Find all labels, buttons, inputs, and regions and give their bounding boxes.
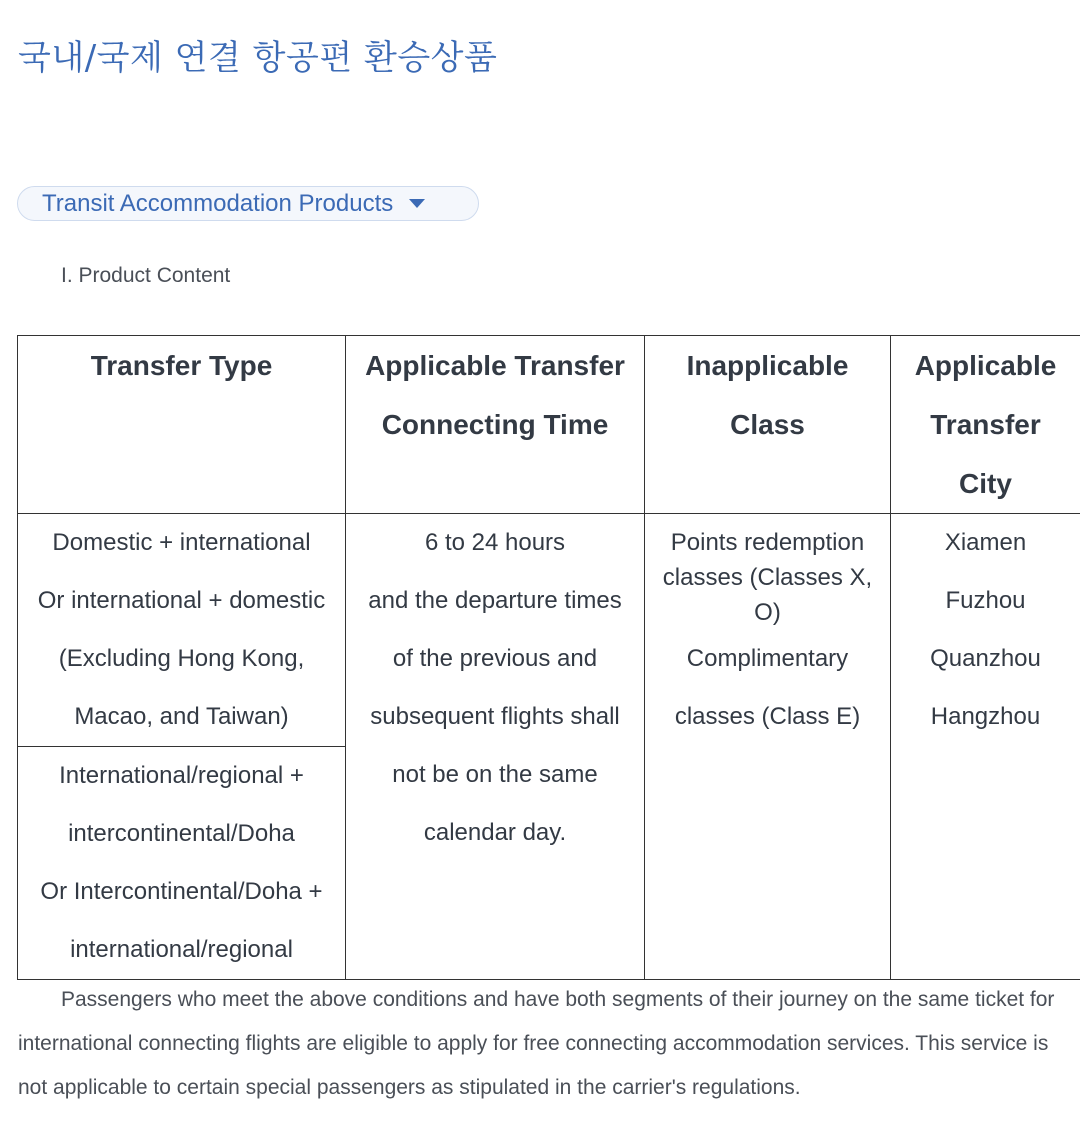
cell-line: Or Intercontinental/Doha + [40,878,323,905]
transit-products-dropdown[interactable] [17,186,479,221]
header-line: Connecting Time [381,409,609,440]
cell-line: Complimentary [686,645,849,672]
transit-products-table [17,335,1080,980]
cell-line: International/regional + [59,762,304,789]
city-item: Quanzhou [930,645,1041,672]
header-line: Inapplicable [686,350,849,381]
header-transfer-type [18,336,346,514]
caret-down-icon [409,199,425,208]
transfer-type-cell [18,514,346,747]
header-line: Class [730,409,805,440]
section-subheading: I. Product Content [61,264,231,287]
cell-line: Domestic + international [52,529,311,556]
connecting-time-cell [346,514,645,980]
header-connecting-time [346,336,645,514]
header-transfer-city [891,336,1080,514]
transfer-type-cell [18,747,346,980]
header-inapplicable-class [645,336,891,514]
cell-line: calendar day. [423,819,567,846]
cell-line: of the previous and [392,645,598,672]
cell-line: (Excluding Hong Kong, [58,645,305,672]
header-line: Transfer Type [90,350,273,381]
cell-line: intercontinental/Doha [68,820,295,847]
table-row [18,514,1080,747]
header-line: Applicable Transfer [365,350,625,381]
cell-line: and the departure times [368,587,622,614]
city-item: Xiamen [944,529,1027,556]
dropdown-label: Transit Accommodation Products [42,189,394,217]
cell-line: subsequent flights shall [370,703,620,730]
cell-line: Points redemption classes (Classes X, O) [662,529,873,626]
transfer-city-cell [891,514,1080,980]
cell-line: international/regional [70,936,293,963]
city-item: Hangzhou [930,703,1041,730]
table-header-row [18,336,1080,514]
header-line: Transfer [930,409,1041,440]
city-item: Fuzhou [945,587,1026,614]
cell-line: classes (Class E) [674,703,861,730]
header-line: City [959,468,1012,499]
cell-line: Or international + domestic [37,587,326,614]
cell-line: not be on the same [392,761,598,788]
eligibility-note: Passengers who meet the above conditions and have both segments of their journey on the same ticket for international connecting flights are eligible to apply for free connecting accommodation services. This service is not applicable to certain special passengers as stipulated in the carrier's regulations. [18,988,1055,1099]
header-line: Applicable [914,350,1057,381]
page-title: 국내/국제 연결 항공편 환승상품 [18,38,498,78]
cell-line: Macao, and Taiwan) [74,703,289,730]
inapplicable-class-cell [645,514,891,980]
cell-line: 6 to 24 hours [424,529,566,556]
